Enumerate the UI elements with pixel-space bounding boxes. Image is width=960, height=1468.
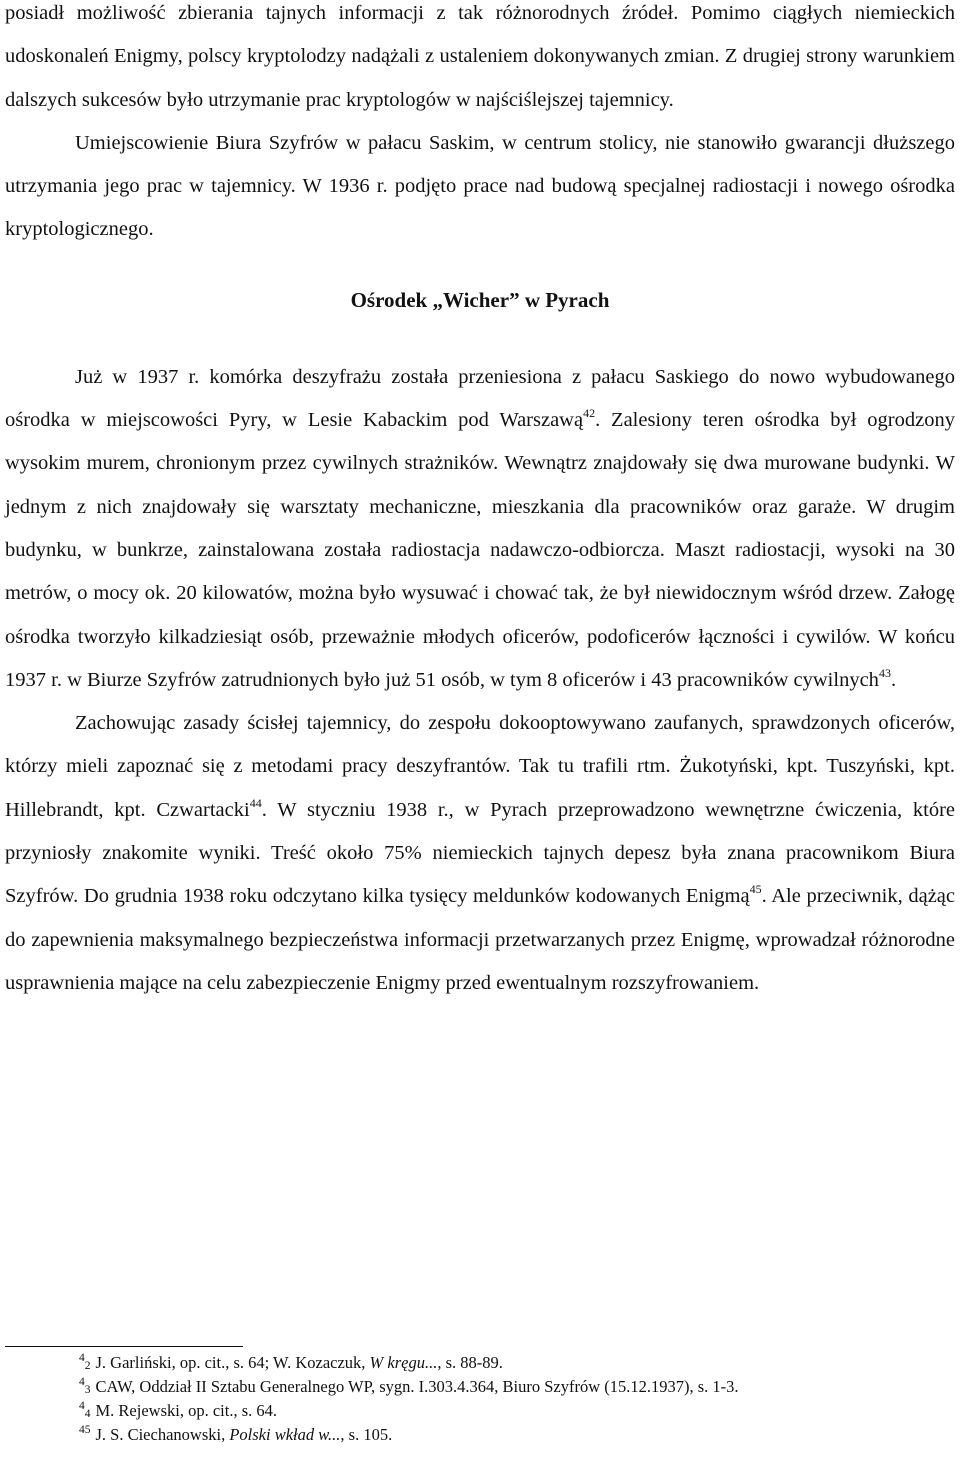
footnote-number: 45 — [79, 1424, 91, 1437]
footnote-reference: 43 — [878, 665, 891, 680]
footnote-text: , s. 88-89. — [437, 1353, 503, 1372]
body-paragraph — [5, 702, 955, 1005]
footnote-reference: 45 — [749, 882, 762, 897]
footnote-number: 2 — [84, 1360, 91, 1373]
paragraph-text: . Ale przeciwnik, dążąc do zapewnienia maksymalnego bezpieczeństwa informacji przetwarzanych przez Enigmę, wprowadzał różnorodne usprawnienia mające na celu zabezpieczenie Enigmy przed ewentualnym rozszyfrowaniem. — [5, 885, 955, 994]
footnote-text: CAW, Oddział II Sztabu Generalnego WP, sygn. I.303.4.364, Biuro Szyfrów (15.12.1937), s. 1-3. — [95, 1377, 739, 1396]
footnote-text: , s. 105. — [340, 1425, 393, 1444]
section-heading: Ośrodek „Wicher” w Pyrach — [350, 287, 610, 312]
footnote-item — [5, 1423, 955, 1447]
paragraph-text: . Zalesiony teren ośrodka był ogrodzony wysokim murem, chronionym przez cywilnych strażników. Wewnątrz znajdowały się dwa murowane budynki. W jednym z nich znajdowały się warsztaty mechaniczne, mieszkania dla pracowników oraz garaże. W drugim budynku, w bunkrze, zainstalowana została radiostacja nadawczo-odbiorcza. Maszt radiostacji, wysoki na 30 metrów, o mocy ok. 20 kilowatów, można było wysuwać i chować tak, że był niewidocznym wśród drzew. Załogę ośrodka tworzyło kilkadziesiąt osób, przeważnie młodych oficerów, podoficerów łączności i cywilów. W końcu 1937 r. w Biurze Szyfrów zatrudnionych było już 51 osób, w tym 8 oficerów i 43 pracowników cywilnych — [5, 409, 955, 691]
paragraph-text: . W styczniu 1938 r., w Pyrach przeprowadzono wewnętrzne ćwiczenia, które przyniosły znakomite wyniki. Treść około 75% niemieckich tajnych depesz była znana pracownikom Biura Szyfrów. Do grudnia 1938 roku odczytano kilka tysięcy meldunków kodowanych Enigmą — [5, 798, 955, 908]
footnote-number: 4 — [79, 1352, 85, 1365]
footnote-reference: 42 — [583, 406, 596, 421]
body-paragraph — [5, 356, 955, 702]
footnote-number: 3 — [84, 1384, 91, 1397]
footnotes-section — [5, 1346, 955, 1447]
footnote-text: J. S. Ciechanowski, — [95, 1425, 230, 1444]
footnote-item — [5, 1375, 955, 1399]
paragraph-text: . — [890, 668, 897, 691]
document-page — [5, 0, 955, 1005]
footnote-number: 4 — [84, 1408, 91, 1421]
paragraph-text: Zachowując zasady ścisłej tajemnicy, do zespołu dokooptowywano zaufanych, sprawdzonych oficerów, którzy mieli zapoznać się z metodami pracy deszyfrantów. Tak tu trafili rtm. Żukotyński, kpt. Tuszyński, kpt. Hillebrandt, kpt. Czwartacki — [5, 712, 955, 821]
body-paragraph: Umiejscowienie Biura Szyfrów w pałacu Saskim, w centrum stolicy, nie stanowiło gwarancji dłuższego utrzymania jego prac w tajemnicy. W 1936 r. podjęto prace nad budową specjalnej radiostacji i nowego ośrodka kryptologicznego. — [5, 131, 955, 241]
footnote-title: Polski wkład w... — [229, 1425, 341, 1444]
footnote-item — [5, 1399, 955, 1423]
footnote-number: 4 — [79, 1376, 85, 1389]
footnote-reference: 44 — [249, 795, 262, 810]
paragraph-text: Już w 1937 r. komórka deszyfrażu została przeniesiona z pałacu Saskiego do nowo wybudowanego ośrodka w miejscowości Pyry, w Lesie Kabackim pod Warszawą — [5, 365, 955, 432]
footnote-item — [5, 1351, 955, 1375]
footnote-text: M. Rejewski, op. cit., s. 64. — [95, 1401, 277, 1420]
footnote-title: W kręgu... — [369, 1353, 438, 1372]
body-paragraph: posiadł możliwość zbierania tajnych informacji z tak różnorodnych źródeł. Pomimo ciągłych niemieckich udoskonaleń Enigmy, polscy kryptolodzy nadążali z ustaleniem dokonywanych zmian. Z drugiej strony warunkiem dalszych sukcesów było utrzymanie prac kryptologów w najściślejszej tajemnicy. — [5, 2, 955, 111]
footnote-number: 4 — [79, 1400, 85, 1413]
footnote-text: J. Garliński, op. cit., s. 64; W. Kozaczuk, — [95, 1353, 370, 1372]
footnote-separator — [5, 1346, 243, 1347]
